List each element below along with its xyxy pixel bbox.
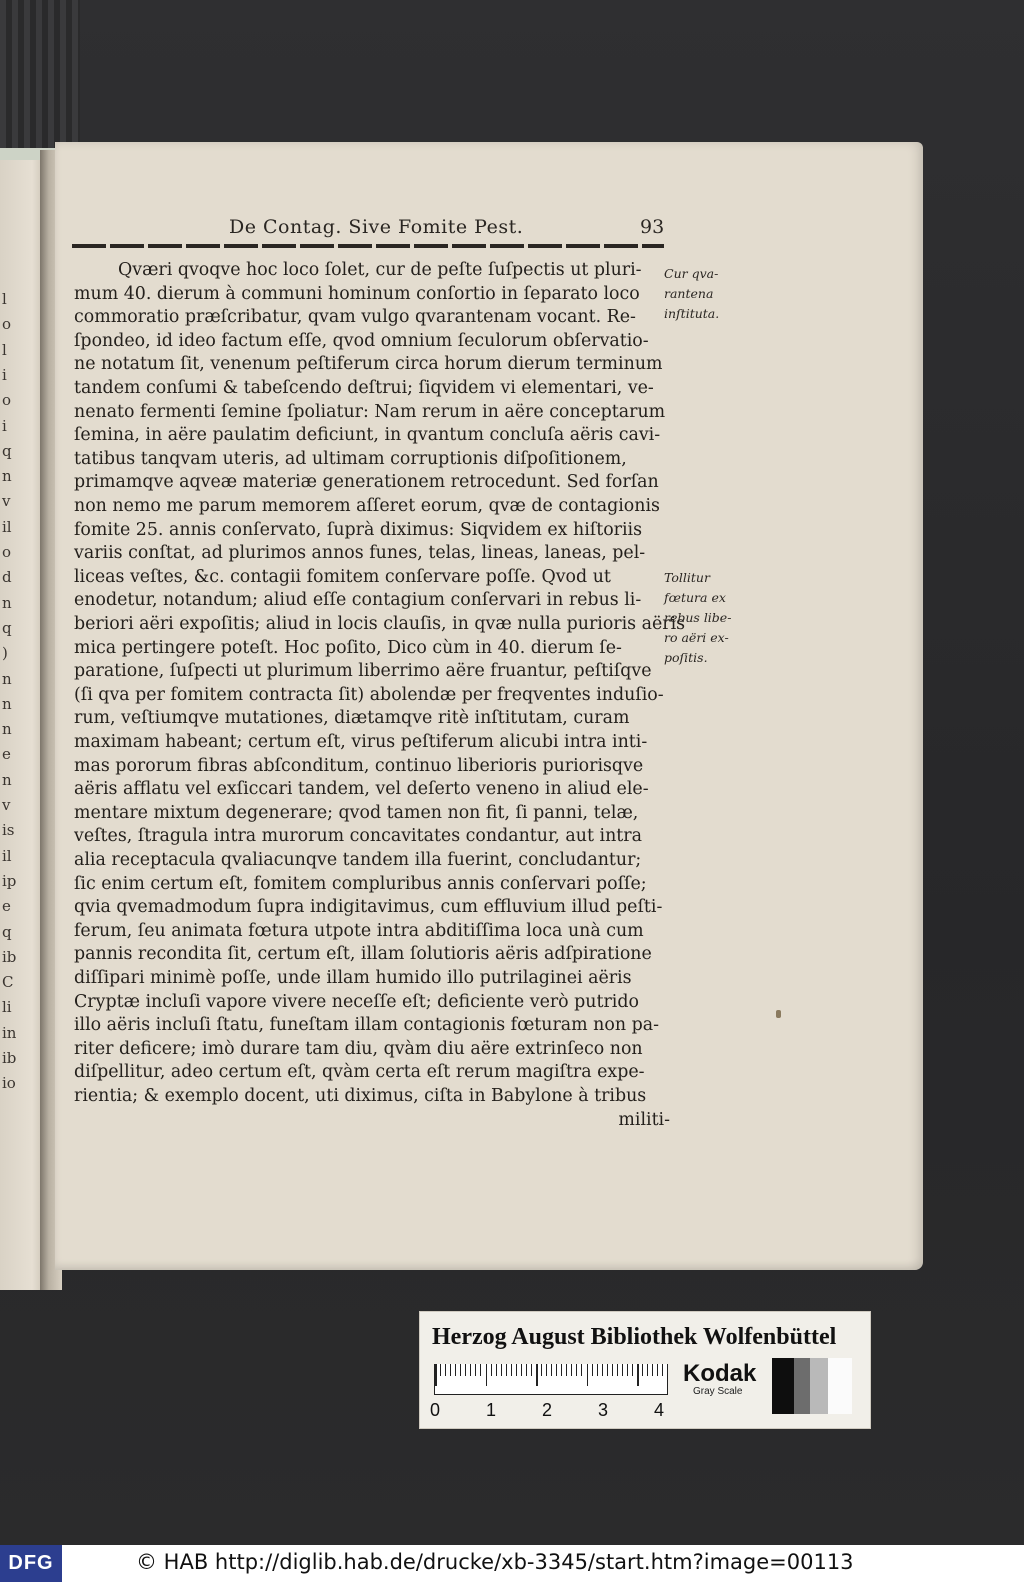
text-line: maximam habeant; certum eſt, virus peſtiferum alicubi intra inti-: [74, 732, 648, 752]
facing-page-fragment: ib: [2, 1049, 17, 1067]
facing-page-fragment: li: [2, 998, 12, 1017]
text-line: ſpondeo, id ideo factum eſſe, qvod omnium ſeculorum obſervatio-: [74, 330, 649, 351]
copyright-url: © HAB http://diglib.hab.de/drucke/xb-3345/start.htm?image=00113: [136, 1550, 854, 1574]
catchword: militi-: [618, 1110, 670, 1130]
ruler-tick: [556, 1364, 557, 1376]
ruler-tick: [511, 1364, 512, 1376]
facing-page-fragment: n: [2, 467, 12, 486]
ruler-tick: [581, 1364, 582, 1376]
text-line: qvia qvemadmodum ſupra indigitavimus, cum effluvium illud peſti-: [74, 897, 663, 918]
facing-page-fragment: n: [2, 694, 12, 713]
facing-page-fragment: is: [2, 821, 15, 840]
ruler-tick: [566, 1364, 567, 1376]
text-line: non nemo me parum memorem aſſeret eorum, qvæ de contagionis: [74, 496, 660, 516]
ruler-tick: [491, 1364, 492, 1376]
ruler-tick: [607, 1364, 608, 1376]
text-line: rientia; & exemplo docent, uti diximus, ciſta in Babylone à tribus: [74, 1086, 647, 1106]
facing-page-fragment: d: [2, 568, 12, 587]
ruler-tick: [460, 1364, 461, 1376]
ruler-tick: [516, 1364, 517, 1376]
facing-page-fragment: n: [2, 593, 12, 612]
text-line: alia receptacula qvaliacunqve tandem illa fuerint, concludantur;: [74, 850, 642, 870]
facing-page-fragment: v: [2, 796, 11, 814]
facing-page-fragment: i: [2, 365, 7, 384]
text-line: tatibus tanqvam uteris, ad ultimam corruptionis diſpoſitionem,: [74, 448, 627, 469]
ruler-tick: [486, 1364, 488, 1386]
text-line: rum, veſtiumqve mutationes, diætamqve ritè inſtitutam, curam: [74, 708, 630, 729]
ruler-tick: [531, 1364, 532, 1376]
text-line: illo aëris incluſi ſtatu, funeſtam illam contagionis fœturam non pa-: [74, 1015, 659, 1036]
text-line: ne notatum ſit, venenum peſtiferum circa horum dierum terminum: [74, 354, 663, 375]
margin-note-line: poſitis.: [664, 650, 708, 665]
facing-page-fragment: C: [2, 973, 14, 992]
text-line: enodetur, notandum; aliud eſſe contagium conſervari in rebus li-: [74, 590, 642, 611]
text-line: liceas veſtes, &c. contagii fomitem conſervare poſſe. Qvod ut: [74, 566, 611, 587]
ruler-tick: [662, 1364, 663, 1376]
ruler-tick: [501, 1364, 502, 1376]
ruler-tick: [450, 1364, 451, 1376]
ruler-tick: [496, 1364, 497, 1376]
text-line: Qværi qvoqve hoc loco ſolet, cur de peſte ſuſpectis ut pluri-: [118, 260, 642, 280]
margin-note-quarantine: [664, 264, 754, 324]
ruler-tick: [647, 1364, 648, 1376]
ruler-tick: [602, 1364, 603, 1376]
facing-page-fragment: il: [2, 846, 12, 865]
gray-swatch-white: [828, 1358, 852, 1414]
ruler-tick: [652, 1364, 653, 1376]
text-line: mica pertingere poteſt. Hoc poſito, Dico cùm in 40. dierum ſe-: [74, 637, 622, 658]
pin-mark: [776, 1010, 781, 1018]
text-line: beriori aëri expoſitis; aliud in locis clauſis, in qvæ nulla purioris aëris: [74, 614, 686, 634]
ruler-tick: [561, 1364, 562, 1376]
ruler-tick: [536, 1364, 538, 1386]
facing-page-fragment: n: [2, 669, 12, 688]
text-line: diſpellitur, adeo certum eſt, qvàm certa eſt rerum magiſtra expe-: [74, 1062, 645, 1083]
facing-page-fragment: il: [2, 517, 12, 536]
facing-page-fragment: ip: [2, 871, 17, 890]
ruler-tick: [440, 1364, 441, 1376]
scale-number: 0: [430, 1400, 441, 1420]
facing-page-fragment: in: [2, 1023, 17, 1042]
ruler-tick: [592, 1364, 593, 1376]
text-line: riter deficere; imò durare tam diu, qvàm diu aëre extrinſeco non: [74, 1038, 643, 1059]
ruler-tick: [657, 1364, 658, 1376]
margin-note-line: Tollitur: [664, 570, 710, 585]
ruler-tick: [551, 1364, 552, 1376]
ruler-tick: [587, 1364, 589, 1386]
facing-page-fragment: o: [2, 391, 12, 410]
ruler-tick: [465, 1364, 466, 1376]
header-rule: [72, 244, 664, 248]
facing-page-fragment: n: [2, 720, 12, 739]
facing-page-fragment: i: [2, 416, 7, 435]
ruler-tick: [642, 1364, 643, 1376]
dfg-logo: DFG: [0, 1545, 62, 1582]
margin-note-line: rebus libe-: [664, 610, 732, 625]
facing-page-fragment: n: [2, 770, 12, 789]
text-line: commoratio præſcribatur, qvam vulgo qvarantenam vocant. Re-: [74, 307, 636, 328]
page-number: 93: [640, 216, 665, 238]
text-line: (ſi qva per fomitem contracta ſit) abolendæ per freqventes induſio-: [74, 684, 664, 705]
ruler-tick: [571, 1364, 572, 1376]
book-spine: [0, 0, 80, 160]
facing-page-fragment: ): [2, 644, 8, 663]
gray-scale-label: Gray Scale: [693, 1386, 743, 1397]
margin-note-line: ro aëri ex-: [664, 630, 729, 645]
facing-page-fragment: l: [2, 340, 7, 359]
text-line: variis conſtat, ad plurimos annos funes, telas, lineas, laneas, pel-: [74, 543, 646, 564]
scale-number: 2: [542, 1400, 553, 1420]
ruler-tick: [455, 1364, 456, 1376]
library-name: Herzog August Bibliothek Wolfenbüttel: [432, 1324, 837, 1350]
text-line: diſſipari minimè poſſe, unde illam humido illo putrilaginei aëris: [74, 968, 632, 988]
ruler-tick: [435, 1364, 437, 1386]
ruler-tick: [637, 1364, 639, 1386]
scale-ruler: [434, 1364, 668, 1395]
facing-page-fragment: io: [2, 1074, 16, 1093]
ruler-tick: [632, 1364, 633, 1376]
text-line: primamqve aqveæ materiæ generationem retrocedunt. Sed forſan: [74, 472, 659, 493]
text-line: veſtes, ſtragula intra murorum concavitates condantur, aut intra: [74, 826, 642, 847]
ruler-tick: [521, 1364, 522, 1376]
facing-page-fragment: q: [2, 922, 12, 941]
scale-number: 3: [598, 1400, 609, 1420]
facing-page-fragment: e: [2, 897, 11, 916]
gray-swatch-black: [772, 1358, 794, 1414]
margin-note-line: fœtura ex: [664, 590, 726, 605]
ruler-tick: [541, 1364, 542, 1376]
ruler-tick: [445, 1364, 446, 1376]
gray-swatch-mid: [810, 1358, 828, 1414]
ruler-tick: [526, 1364, 527, 1376]
facing-page-fragment: o: [2, 543, 12, 561]
reference-card: [419, 1311, 871, 1429]
text-line: fomite 25. annis conſervato, ſuprà diximus: Siqvidem ex hiſtoriis: [74, 519, 643, 540]
ruler-tick: [612, 1364, 613, 1376]
ruler-tick: [597, 1364, 598, 1376]
facing-page-fragment: q: [2, 618, 12, 637]
facing-page-fragment: e: [2, 745, 11, 764]
facing-page-fragment: v: [2, 492, 11, 511]
margin-note-foetura: [664, 568, 754, 668]
text-line: Cryptæ incluſi vapore vivere neceſſe eſt; deficiente verò putrido: [74, 991, 639, 1012]
margin-note-line: Cur qva-: [664, 266, 719, 281]
text-line: paratione, ſuſpecti ut plurimum liberrimo aëre fruantur, peſtiſqve: [74, 661, 652, 682]
ruler-tick: [470, 1364, 471, 1376]
facing-page-fragment: q: [2, 441, 12, 460]
ruler-tick: [622, 1364, 623, 1376]
scale-number: 4: [654, 1400, 665, 1420]
ruler-tick: [546, 1364, 547, 1376]
text-line: tandem conſumi & tabeſcendo deſtrui; ſiqvidem vi elementari, ve-: [74, 378, 654, 398]
ruler-tick: [506, 1364, 507, 1376]
text-line: pannis recondita ſit, certum eſt, illam ſolutioris aëris adſpiratione: [74, 944, 652, 965]
margin-note-line: rantena: [664, 286, 714, 301]
text-line: mentare mixtum degenerare; qvod tamen non fit, ſi panni, telæ,: [74, 802, 639, 823]
text-line: mum 40. dierum à communi hominum conſortio in ſeparato loco: [74, 283, 640, 304]
ruler-tick: [627, 1364, 628, 1376]
text-line: ſic enim certum eſt, fomitem compluribus annis conſervari poſſe;: [74, 873, 647, 894]
facing-page-fragment: o: [2, 315, 12, 334]
facing-page-fragment: ib: [2, 947, 17, 966]
text-line: aëris afflatu vel exſiccari tandem, vel deſerto veneno in aliud ele-: [74, 779, 649, 800]
ruler-tick: [480, 1364, 481, 1376]
ruler-tick: [576, 1364, 577, 1376]
scale-number: 1: [486, 1400, 497, 1420]
facing-page-fragment: l: [2, 290, 7, 308]
text-line: nenato fermenti ſemine ſpoliatur: Nam rerum in aëre conceptarum: [74, 401, 666, 422]
text-line: ferum, ſeu animata fœtura utpote intra abditiſſima loca unà cum: [74, 920, 644, 941]
footer-bar: [0, 1545, 1024, 1582]
ruler-tick: [617, 1364, 618, 1376]
ruler-tick: [475, 1364, 476, 1376]
gray-swatch-dark: [794, 1358, 810, 1414]
running-head: De Contag. Sive Fomite Pest.: [229, 216, 524, 238]
text-line: mas pororum fibras abſconditum, continuo liberioris puriorisqve: [74, 755, 644, 776]
kodak-logo: Kodak: [683, 1360, 757, 1387]
text-line: ſemina, in aëre paulatim deficiunt, in qvantum concluſa aëris cavi-: [74, 425, 661, 446]
margin-note-line: inſtituta.: [664, 306, 720, 321]
